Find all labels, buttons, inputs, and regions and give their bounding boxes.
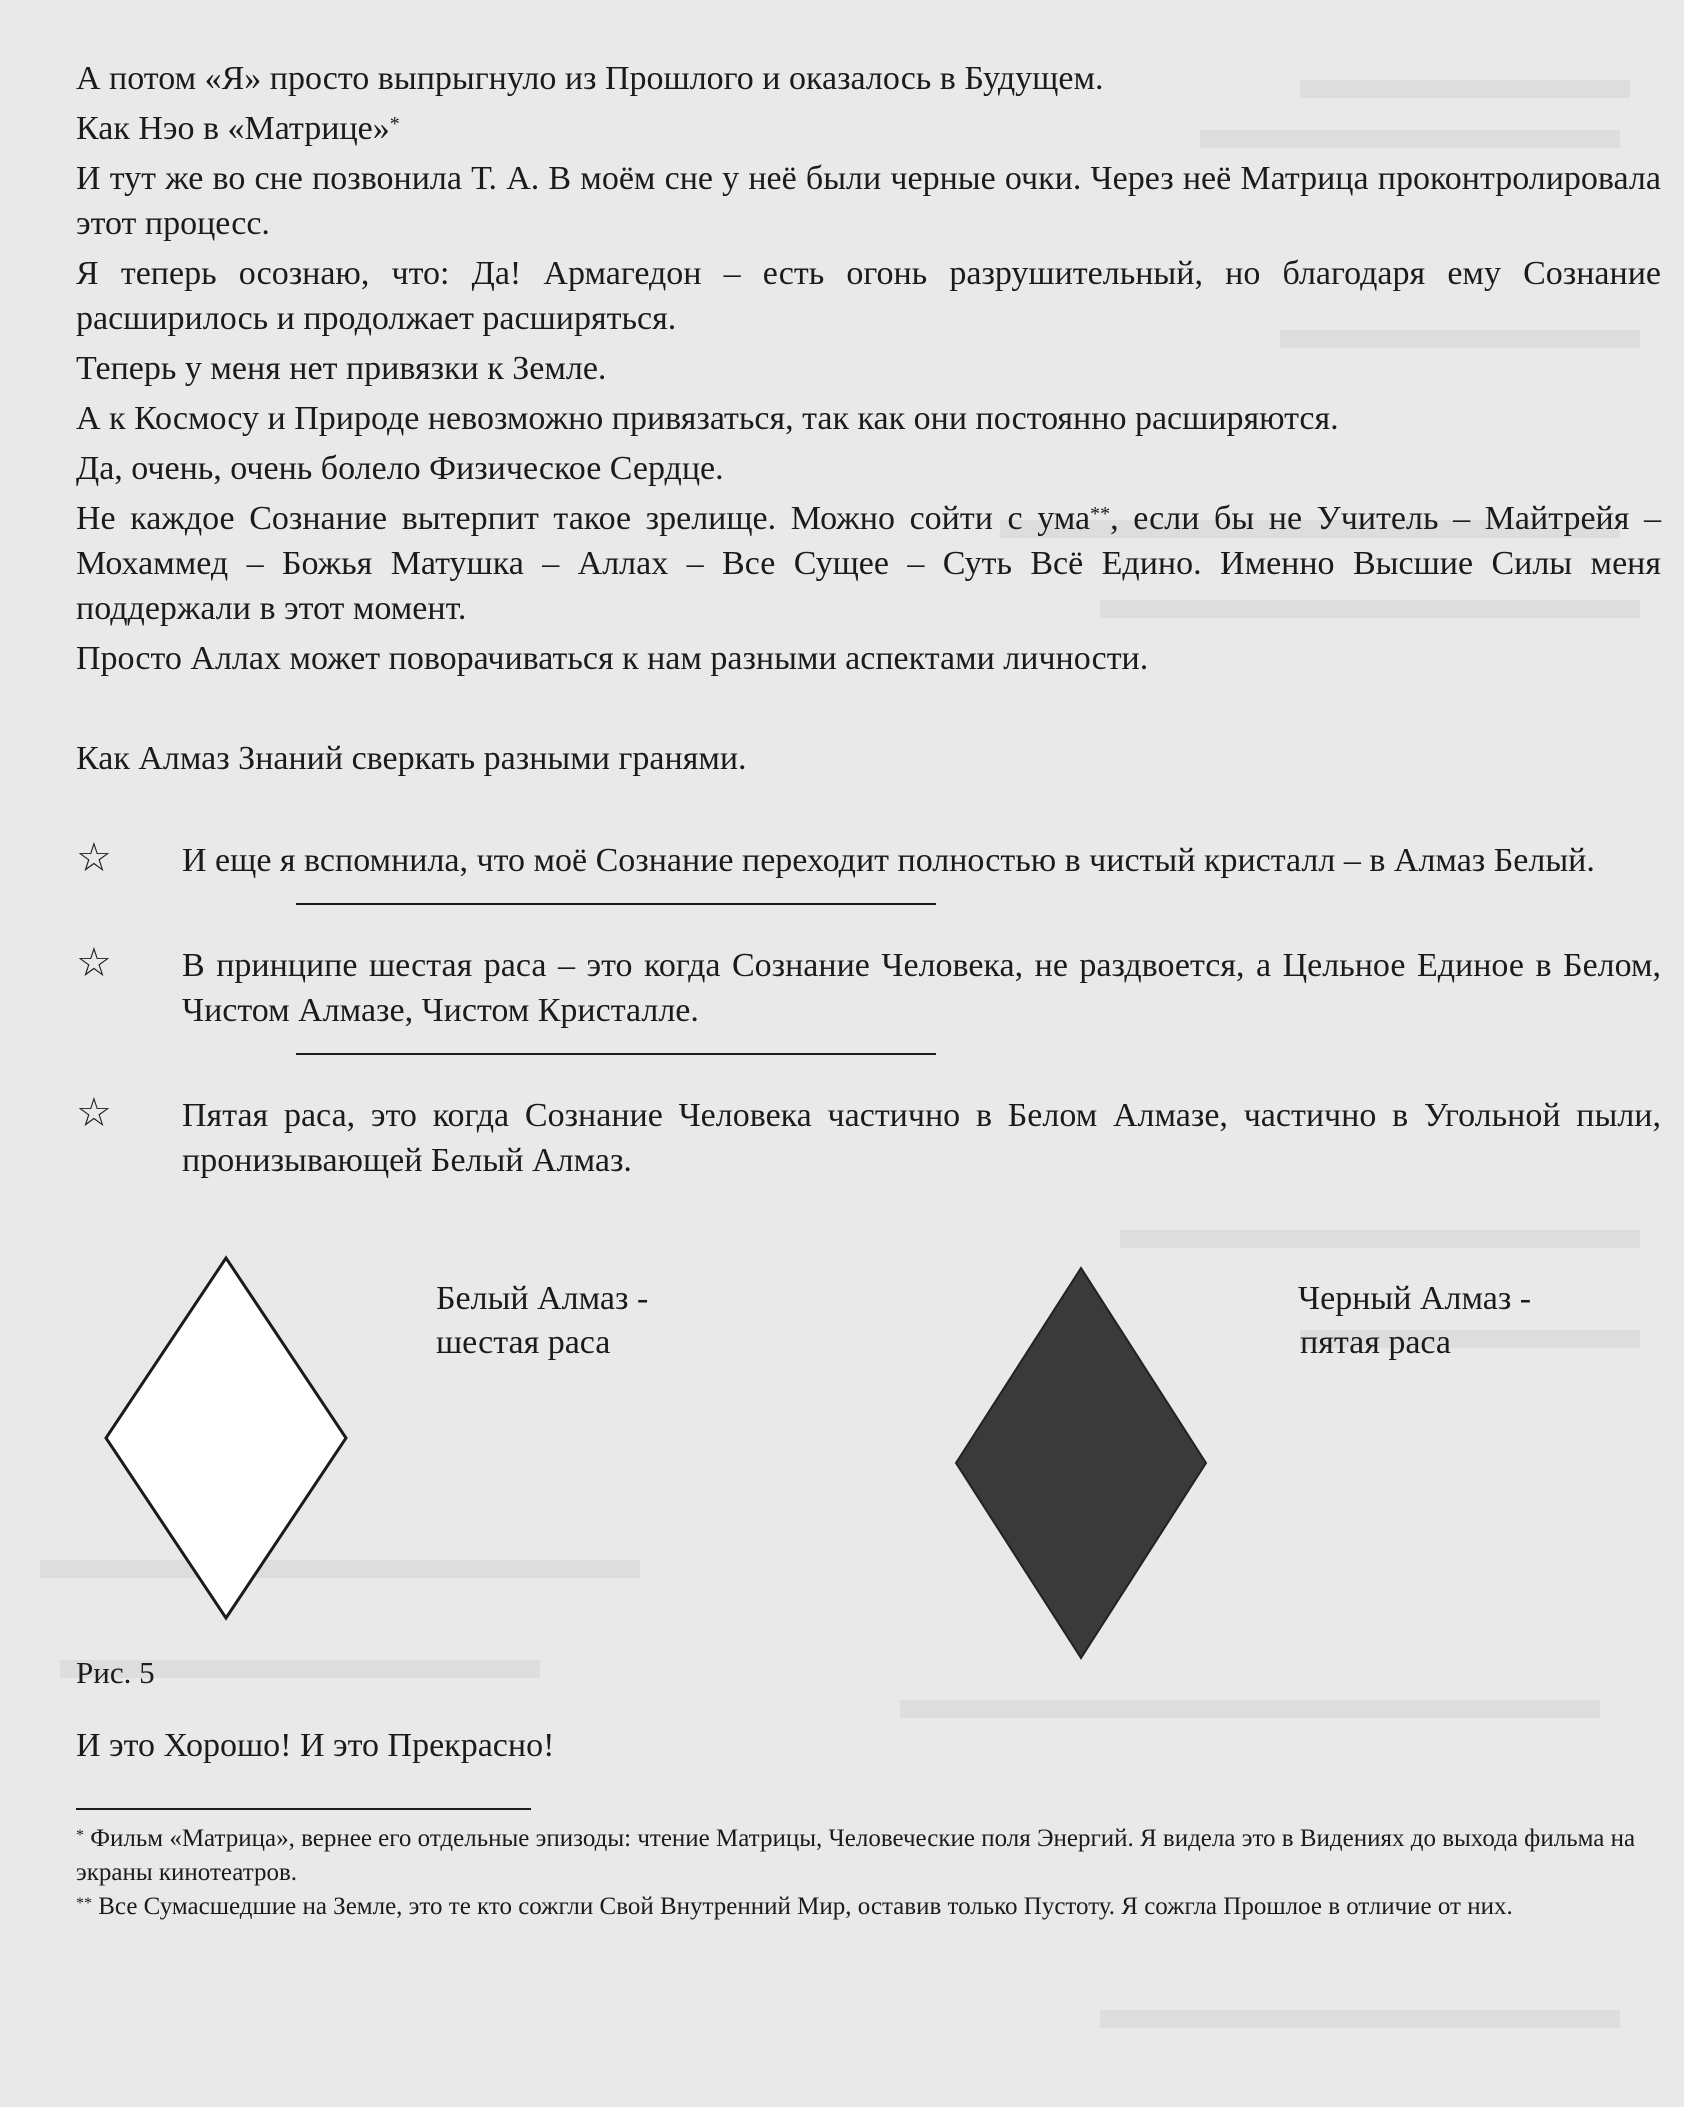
footnote-divider xyxy=(76,1808,531,1810)
footnote-mark: ** xyxy=(1090,503,1111,525)
figure-caption: Рис. 5 xyxy=(76,1655,155,1690)
paragraph: А к Космосу и Природе невозможно привязаться, так как они постоянно расширяются. xyxy=(76,400,1339,437)
paragraph: А потом «Я» просто выпрыгнуло из Прошлого и оказалось в Будущем. xyxy=(76,60,1104,97)
star-item-text: В принципе шестая раса – это когда Сознание Человека, не раздвоется, а Цельное Единое в Белом, Чистом Алмазе, Чистом Кристалле. xyxy=(182,947,1661,1029)
star-item xyxy=(76,1090,1661,1183)
closing-line: И это Хорошо! И это Прекрасно! xyxy=(76,1727,555,1764)
paragraph: Я теперь осознаю, что: Да! Армагедон – есть огонь разрушительный, но благодаря ему Сознание расширилось и продолжает расширяться. xyxy=(76,255,1661,337)
star-icon: ☆ xyxy=(76,1090,112,1136)
star-icon: ☆ xyxy=(76,835,112,881)
footnote: * Фильм «Матрица», вернее его отдельные эпизоды: чтение Матрицы, Человеческие поля Энергий. Я видела это в Видениях до выхода фильма на экраны кинотеатров. xyxy=(76,1825,1636,1886)
paragraph: Как Алмаз Знаний сверкать разными гранями. xyxy=(76,740,747,777)
star-icon: ☆ xyxy=(76,940,112,986)
paragraph: Просто Аллах может поворачиваться к нам разными аспектами личности. xyxy=(76,640,1149,677)
paragraph: Теперь у меня нет привязки к Земле. xyxy=(76,350,607,387)
white-diamond-label: Белый Алмаз - шестая раса xyxy=(436,1280,649,1361)
white-diamond xyxy=(101,1253,351,1623)
footnote: ** Все Сумасшедшие на Земле, это те кто сожгли Свой Внутренний Мир, оставив только Пустоту. Я сожгла Прошлое в отличие от них. xyxy=(76,1893,1513,1920)
black-diamond-label: Черный Алмаз - пятая раса xyxy=(1298,1280,1532,1361)
star-item xyxy=(76,835,1661,883)
paragraph: Да, очень, очень болело Физическое Сердце. xyxy=(76,450,724,487)
star-item xyxy=(76,940,1661,1033)
footnote-mark: * xyxy=(389,113,400,135)
diamond-figure xyxy=(76,1253,1661,1653)
paragraph: Не каждое Сознание вытерпит такое зрелище. Можно сойти с ума**, если бы не Учитель – Майтрейя – Мохаммед – Божья Матушка – Аллах – Все Сущее – Суть Всё Едино. Именно Высшие Силы меня поддержали в этот момент. xyxy=(76,500,1661,627)
star-item-text: Пятая раса, это когда Сознание Человека частично в Белом Алмазе, частично в Угольной пыли, пронизывающей Белый Алмаз. xyxy=(182,1097,1661,1179)
paragraph: И тут же во сне позвонила Т. А. В моём сне у неё были черные очки. Через неё Матрица проконтролировала этот процесс. xyxy=(76,160,1661,242)
paragraph: Как Нэо в «Матрице»* xyxy=(76,110,400,147)
black-diamond xyxy=(951,1263,1211,1663)
page-content xyxy=(76,56,1661,1924)
star-item-text: И еще я вспомнила, что моё Сознание переходит полностью в чистый кристалл – в Алмаз Белый. xyxy=(182,842,1595,879)
